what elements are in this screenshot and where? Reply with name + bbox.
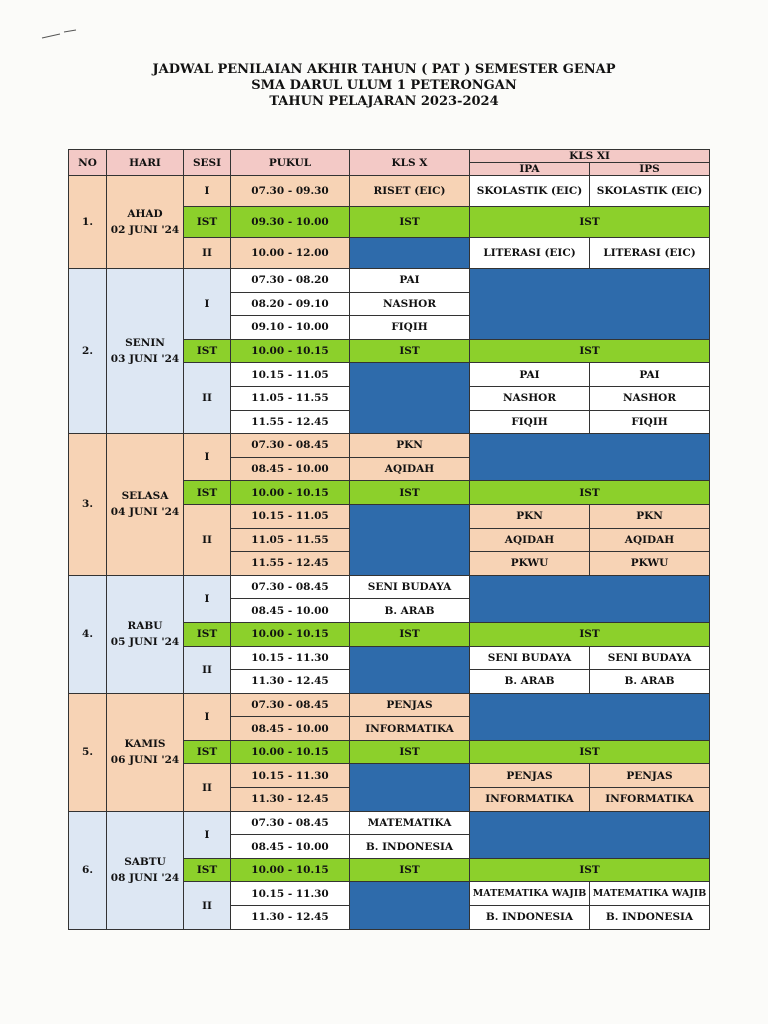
ipa-cell: PENJAS [470, 764, 590, 788]
table-row [69, 575, 710, 599]
ipa-cell: PAI [470, 363, 590, 387]
table-row [69, 693, 710, 717]
ipa-cell: B. INDONESIA [470, 906, 590, 930]
time-cell: 07.30 - 08.45 [231, 575, 350, 599]
ipa-cell: LITERASI (EIC) [470, 238, 590, 269]
kls-x-cell: IST [350, 622, 470, 646]
day-date: 04 JUNI '24 [110, 506, 180, 519]
day-name [107, 176, 184, 269]
session-cell: I [184, 269, 231, 340]
header-pukul: PUKUL [231, 150, 350, 176]
table-row [69, 811, 710, 835]
kls-xi-break: IST [470, 339, 710, 363]
session-break: IST [184, 740, 231, 764]
time-cell: 10.00 - 10.15 [231, 622, 350, 646]
kls-x-cell: RISET (EIC) [350, 176, 470, 207]
time-cell: 10.15 - 11.30 [231, 882, 350, 906]
day-no: 3. [69, 434, 107, 576]
day-no: 4. [69, 575, 107, 693]
time-cell: 11.30 - 12.45 [231, 670, 350, 694]
session-cell: I [184, 434, 231, 481]
day-no: 6. [69, 811, 107, 929]
time-cell: 11.55 - 12.45 [231, 410, 350, 434]
header-kls-x: KLS X [350, 150, 470, 176]
time-cell: 11.05 - 11.55 [231, 386, 350, 410]
time-cell: 10.15 - 11.05 [231, 504, 350, 528]
ips-cell: PKN [590, 504, 710, 528]
kls-x-blocked [350, 363, 470, 434]
kls-x-cell: PENJAS [350, 693, 470, 717]
kls-xi-blocked [470, 575, 710, 622]
table-row [69, 269, 710, 293]
time-cell: 07.30 - 08.45 [231, 811, 350, 835]
ipa-cell: SKOLASTIK (EIC) [470, 176, 590, 207]
pen-mark [40, 28, 80, 42]
time-cell: 10.00 - 12.00 [231, 238, 350, 269]
time-cell: 10.00 - 10.15 [231, 740, 350, 764]
ips-cell: PKWU [590, 552, 710, 576]
day-date: 08 JUNI '24 [110, 872, 180, 885]
session-cell: II [184, 363, 231, 434]
session-break: IST [184, 481, 231, 505]
time-cell: 07.30 - 09.30 [231, 176, 350, 207]
ipa-cell: NASHOR [470, 386, 590, 410]
kls-x-cell: PKN [350, 434, 470, 458]
title-line-3: TAHUN PELAJARAN 2023-2024 [269, 94, 499, 109]
time-cell: 07.30 - 08.20 [231, 269, 350, 293]
header-no: NO [69, 150, 107, 176]
time-cell: 10.00 - 10.15 [231, 339, 350, 363]
session-cell: I [184, 693, 231, 740]
kls-xi-break: IST [470, 207, 710, 238]
day-date: 06 JUNI '24 [110, 754, 180, 767]
table-row [69, 176, 710, 207]
day-date: 03 JUNI '24 [110, 353, 180, 366]
kls-x-blocked [350, 764, 470, 811]
kls-x-cell: FIQIH [350, 316, 470, 340]
kls-x-cell: AQIDAH [350, 457, 470, 481]
document-title [0, 62, 768, 110]
time-cell: 11.30 - 12.45 [231, 788, 350, 812]
header-hari: HARI [107, 150, 184, 176]
kls-x-cell: SENI BUDAYA [350, 575, 470, 599]
kls-x-cell: IST [350, 481, 470, 505]
day-name [107, 811, 184, 929]
kls-x-cell: IST [350, 207, 470, 238]
time-cell: 07.30 - 08.45 [231, 693, 350, 717]
kls-x-cell: B. ARAB [350, 599, 470, 623]
time-cell: 11.05 - 11.55 [231, 528, 350, 552]
kls-x-cell: INFORMATIKA [350, 717, 470, 741]
table-row [69, 434, 710, 458]
time-cell: 07.30 - 08.45 [231, 434, 350, 458]
session-cell: II [184, 646, 231, 693]
day-label: SENIN [125, 337, 165, 350]
session-cell: I [184, 575, 231, 622]
session-break: IST [184, 622, 231, 646]
day-name [107, 269, 184, 434]
ips-cell: INFORMATIKA [590, 788, 710, 812]
kls-x-cell: MATEMATIKA [350, 811, 470, 835]
day-date: 02 JUNI '24 [110, 224, 180, 236]
header-kls-xi: KLS XI [470, 150, 710, 163]
ipa-cell: INFORMATIKA [470, 788, 590, 812]
kls-x-blocked [350, 238, 470, 269]
kls-x-blocked [350, 646, 470, 693]
header-ips: IPS [590, 163, 710, 176]
ips-cell: AQIDAH [590, 528, 710, 552]
day-date: 05 JUNI '24 [110, 636, 180, 649]
time-cell: 09.30 - 10.00 [231, 207, 350, 238]
time-cell: 10.15 - 11.05 [231, 363, 350, 387]
ips-cell: MATEMATIKA WAJIB [590, 882, 710, 906]
kls-x-blocked [350, 504, 470, 575]
time-cell: 10.00 - 10.15 [231, 858, 350, 882]
time-cell: 11.55 - 12.45 [231, 552, 350, 576]
ips-cell: LITERASI (EIC) [590, 238, 710, 269]
session-break: IST [184, 858, 231, 882]
session-cell: II [184, 882, 231, 929]
day-name [107, 693, 184, 811]
session-cell: II [184, 764, 231, 811]
kls-x-cell: IST [350, 339, 470, 363]
ips-cell: PAI [590, 363, 710, 387]
title-line-2: SMA DARUL ULUM 1 PETERONGAN [251, 78, 517, 93]
time-cell: 10.00 - 10.15 [231, 481, 350, 505]
session-cell: II [184, 238, 231, 269]
ips-cell: FIQIH [590, 410, 710, 434]
kls-xi-blocked [470, 434, 710, 481]
kls-xi-break: IST [470, 858, 710, 882]
ips-cell: NASHOR [590, 386, 710, 410]
day-label: KAMIS [124, 738, 166, 751]
time-cell: 10.15 - 11.30 [231, 646, 350, 670]
day-name [107, 434, 184, 576]
ipa-cell: PKWU [470, 552, 590, 576]
title-line-1: JADWAL PENILAIAN AKHIR TAHUN ( PAT ) SEMESTER GENAP [152, 62, 616, 77]
kls-x-cell: IST [350, 858, 470, 882]
day-no: 1. [69, 176, 107, 269]
time-cell: 08.20 - 09.10 [231, 292, 350, 316]
day-label: SELASA [121, 490, 169, 503]
kls-xi-blocked [470, 693, 710, 740]
session-break: IST [184, 207, 231, 238]
session-cell: II [184, 504, 231, 575]
kls-xi-break: IST [470, 740, 710, 764]
kls-xi-blocked [470, 269, 710, 340]
ips-cell: SKOLASTIK (EIC) [590, 176, 710, 207]
day-name [107, 575, 184, 693]
day-label: AHAD [127, 208, 163, 220]
ipa-cell: AQIDAH [470, 528, 590, 552]
ips-cell: SENI BUDAYA [590, 646, 710, 670]
time-cell: 08.45 - 10.00 [231, 717, 350, 741]
ipa-cell: B. ARAB [470, 670, 590, 694]
session-cell: I [184, 811, 231, 858]
ipa-cell: PKN [470, 504, 590, 528]
header-ipa: IPA [470, 163, 590, 176]
time-cell: 09.10 - 10.00 [231, 316, 350, 340]
header-sesi: SESI [184, 150, 231, 176]
kls-x-cell: IST [350, 740, 470, 764]
kls-x-cell: PAI [350, 269, 470, 293]
day-no: 2. [69, 269, 107, 434]
time-cell: 08.45 - 10.00 [231, 835, 350, 859]
exam-schedule-table [68, 149, 710, 930]
kls-x-cell: B. INDONESIA [350, 835, 470, 859]
kls-xi-break: IST [470, 622, 710, 646]
time-cell: 10.15 - 11.30 [231, 764, 350, 788]
session-break: IST [184, 339, 231, 363]
day-no: 5. [69, 693, 107, 811]
kls-xi-blocked [470, 811, 710, 858]
day-label: RABU [127, 620, 163, 633]
kls-xi-break: IST [470, 481, 710, 505]
ipa-cell: SENI BUDAYA [470, 646, 590, 670]
kls-x-cell: NASHOR [350, 292, 470, 316]
time-cell: 08.45 - 10.00 [231, 599, 350, 623]
ipa-cell: MATEMATIKA WAJIB [470, 882, 590, 906]
header-row [69, 150, 710, 163]
ips-cell: B. ARAB [590, 670, 710, 694]
kls-x-blocked [350, 882, 470, 929]
ips-cell: B. INDONESIA [590, 906, 710, 930]
day-label: SABTU [124, 856, 166, 869]
ipa-cell: FIQIH [470, 410, 590, 434]
time-cell: 08.45 - 10.00 [231, 457, 350, 481]
time-cell: 11.30 - 12.45 [231, 906, 350, 930]
ips-cell: PENJAS [590, 764, 710, 788]
session-cell: I [184, 176, 231, 207]
